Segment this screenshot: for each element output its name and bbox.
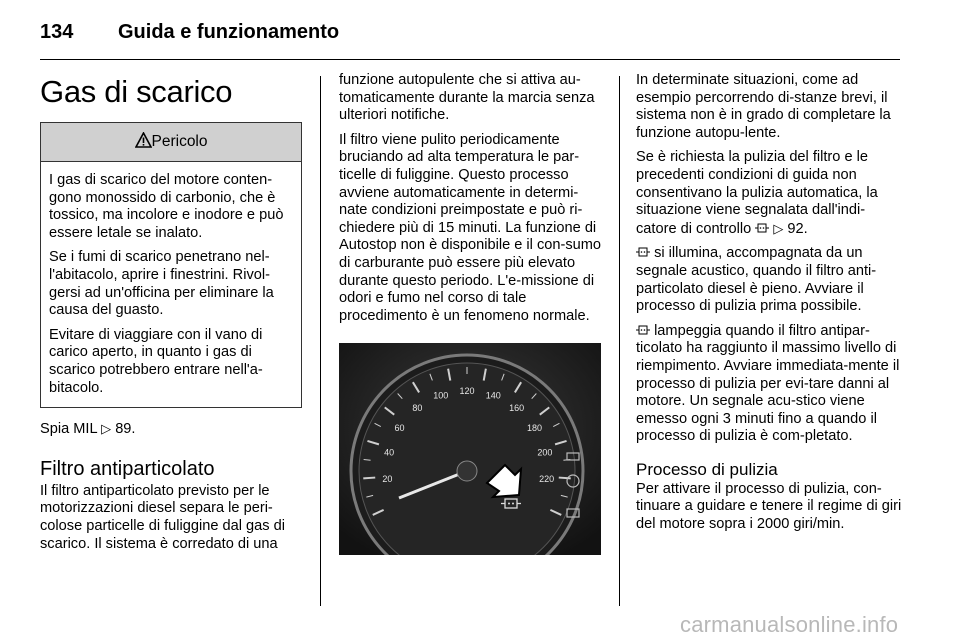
- column-divider: [619, 76, 620, 606]
- gauge-tick-label: 20: [382, 474, 393, 485]
- warning-paragraph: I gas di scarico del motore conten-gono monossido di carbonio, che è tossico, ma incolore e inodore e può essere letale se inalato.: [49, 172, 284, 241]
- gauge-tick-label: 120: [459, 386, 475, 397]
- warning-body: [41, 162, 301, 407]
- diesel-filter-icon: [636, 246, 650, 258]
- body-paragraph: Per attivare il processo di pulizia, con-tinuare a guidare e tenere il regime di giri del motore sopra i 2000 giri/min.: [636, 480, 902, 533]
- diesel-filter-icon: [755, 222, 769, 234]
- column-1: [40, 72, 304, 560]
- header-rule: [40, 59, 900, 60]
- watermark: carmanualsonline.info: [680, 612, 899, 637]
- gauge-tick-label: 40: [384, 447, 395, 458]
- mil-reference: Spia MIL ▷ 89.: [40, 421, 136, 438]
- body-paragraph: lampeggia quando il filtro antipar-ticolato ha raggiunto il massimo livello di riempimento. Avviare immediata-mente il processo di pulizia per evi-tare danni al motore. Un segnale acu-stico viene emesso ogni 3 minuti fino a quando il processo di pulizia è com-pletato.: [636, 322, 900, 445]
- warning-triangle-icon: [135, 132, 152, 148]
- body-paragraph: si illumina, accompagnata da un segnale acustico, quando il filtro anti-particolato diesel è pieno. Avviare il processo di pulizia prima possibile.: [636, 245, 877, 315]
- indicator-page-link[interactable]: 92.: [787, 220, 808, 237]
- page-number: 134: [40, 21, 74, 43]
- gauge-tick: [363, 478, 375, 479]
- page-ref-arrow-icon: ▷: [773, 220, 784, 236]
- gauge-tick-label: 220: [539, 474, 555, 485]
- subsection-heading: Filtro antiparticolato: [40, 457, 215, 480]
- section-heading: Gas di scarico: [40, 74, 233, 109]
- gauge-tick-label: 200: [537, 447, 553, 458]
- column-divider: [320, 76, 321, 606]
- speedometer-figure: [339, 343, 601, 555]
- body-paragraph: In determinate situazioni, come ad esempio percorrendo di-stanze brevi, il sistema non è in grado di completare la funzione autopu-lente.: [636, 72, 891, 141]
- page-ref-arrow-icon: ▷: [101, 421, 112, 437]
- column-3: [636, 72, 902, 541]
- mil-page-link[interactable]: 89.: [115, 421, 136, 438]
- warning-header: [41, 123, 301, 162]
- section-title: Guida e funzionamento: [118, 21, 340, 43]
- column-2: [339, 72, 603, 555]
- warning-label: Pericolo: [151, 133, 208, 150]
- gauge-tick-label: 60: [394, 423, 405, 434]
- warning-paragraph: Se i fumi di scarico penetrano nel-l'abitacolo, aprire i finestrini. Rivol-gersi ad un'officina per eliminare la causa del guasto.: [49, 249, 274, 319]
- diesel-filter-icon: [636, 324, 650, 336]
- gauge-tick-label: 80: [412, 403, 423, 414]
- warning-paragraph: Evitare di viaggiare con il vano di carico aperto, in quanto i gas di scarico potrebbero entrare nell'a-bitacolo.: [49, 326, 263, 396]
- body-paragraph: Il filtro viene pulito periodicamente bruciando ad alta temperatura le par-ticelle di fuliggine. Questo processo avviene automaticamente in determi-nate condizioni preimpostate e può ri-chiedere più di 15 minuti. La funzione di Autostop non è disponibile e il con-sumo di carburante può essere più elevato durante questo periodo. L'e-missione di odori e fumo nel corso di tale procedimento è un fenomeno normale.: [339, 131, 602, 324]
- body-paragraph: Se è richiesta la pulizia del filtro e le precedenti condizioni di guida non consentivano la pulizia automatica, la situazione viene segnalata dall'indi-catore di controllo ▷ 92.: [636, 149, 878, 237]
- gauge-tick-label: 180: [526, 423, 542, 434]
- subsection-heading: Processo di pulizia: [636, 459, 778, 479]
- speedometer-illustration: [339, 343, 601, 555]
- body-paragraph: funzione autopulente che si attiva au-tomaticamente durante la marcia senza ulteriori notifiche.: [339, 72, 595, 124]
- gauge-tick-label: 160: [509, 403, 525, 414]
- gauge-tick-label: 100: [433, 390, 449, 401]
- body-paragraph: Il filtro antiparticolato previsto per le motorizzazioni diesel separa le peri-colose particelle di fuliggine dal gas di scarico. Il sistema è corredato di una: [40, 482, 286, 552]
- gauge-tick: [559, 478, 571, 479]
- warning-box: [40, 122, 302, 408]
- gauge-tick-label: 140: [485, 390, 501, 401]
